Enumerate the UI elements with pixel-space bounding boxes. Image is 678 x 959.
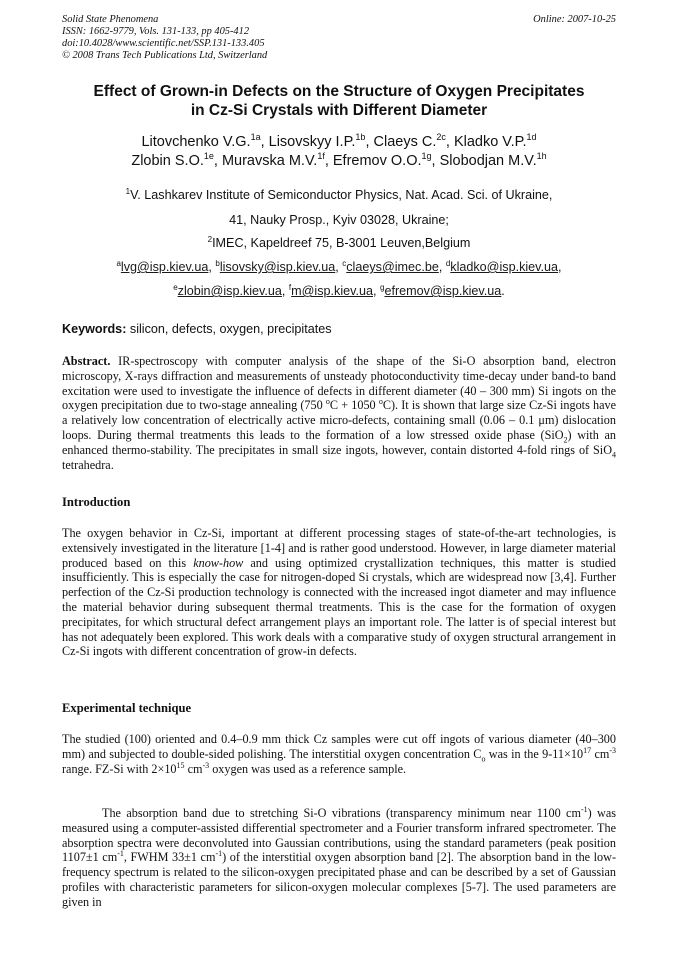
exp-text: , FWHM 33±1 cm: [123, 850, 216, 865]
affiliation-1-line-1: [62, 188, 616, 203]
affiliation-2: [62, 236, 616, 251]
author-sep: ,: [260, 134, 269, 150]
abstract-text: C + 1050: [329, 398, 379, 413]
superscript: -1: [580, 804, 588, 814]
email-sup: f: [288, 282, 292, 292]
subscript: o: [481, 754, 486, 764]
introduction-paragraph: [62, 526, 616, 659]
superscript: -1: [117, 849, 124, 859]
title-line-2: in Cz-Si Crystals with Different Diameter: [190, 102, 488, 119]
superscript: -1: [215, 849, 223, 859]
experimental-paragraph-2: [62, 806, 616, 910]
author-name: Slobodjan M.V.: [439, 153, 537, 169]
author-name: Claeys C.: [373, 134, 437, 150]
experimental-heading: Experimental technique: [62, 701, 192, 715]
email-link[interactable]: efremov@isp.kiev.ua: [384, 284, 502, 298]
subscript: 4: [612, 450, 616, 460]
author-sup: 1f: [317, 151, 325, 162]
author-sup: 1b: [355, 132, 366, 143]
author-name: Kladko V.P.: [453, 134, 527, 150]
online-date: Online: 2007-10-25: [533, 14, 616, 25]
email-sup: b: [215, 258, 220, 268]
author-name: Muravska M.V.: [221, 153, 318, 169]
author-sup: 1d: [526, 132, 537, 143]
author-name: Zlobin S.O.: [131, 153, 204, 169]
subscript: 2: [563, 435, 568, 445]
author-line-1: [62, 133, 616, 152]
exp-text: was in the 9-11×10: [485, 746, 584, 761]
author-sep: ,: [324, 153, 333, 169]
abstract-text: ) with an enhanced thermo-stability. The precipitates in small size ingots, however, contain distorted 4-fold rings of SiO: [62, 427, 617, 457]
author-name: Lisovskyy I.P.: [268, 134, 356, 150]
intro-text: and using optimized crystallization techniques, this matter is studied insufficiently. This is especially the case for nitrogen-doped Si crystals, which are widespread now [3,4]. Further perfection of the Cz-Si production technology is connected with the increased ingot diameter and may influence the material behavior during subsequent thermal treatments. This is the case for the formation of oxygen precipitates, for which structural defect arrangement plays an important role. The latter is of special interest but has not adequately been explored. This work deals with a comparative study of oxygen structural arrangement in Cz-Si ingots with different concentration of grow-in defects.: [62, 555, 616, 659]
superscript: 17: [583, 745, 592, 755]
author-list: [62, 133, 616, 171]
exp-text: range. FZ-Si with 2×10: [62, 761, 177, 776]
affiliation-text: IMEC, Kapeldreef 75, B-3001 Leuven,Belgium: [212, 236, 471, 250]
author-line-2: [62, 152, 616, 171]
email-link[interactable]: zlobin@isp.kiev.ua: [177, 284, 282, 298]
author-sep: ,: [431, 153, 440, 169]
author-sup: 1g: [421, 151, 432, 162]
journal-header: [62, 14, 616, 62]
affiliation-text: V. Lashkarev Institute of Semiconductor Physics, Nat. Acad. Sci. of Ukraine,: [130, 188, 553, 202]
abstract-text: C). It is shown that large size Cz-Si ingots have a relatively low concentration of electrically active micro-defects, containing small (0.06 – 0.1 μm) dislocation loops. During thermal treatments this leads to the formation of a low stressed oxide phase (SiO: [62, 398, 616, 442]
superscript: -3: [202, 760, 210, 770]
email-line-1: $^a$lvg@isp.kiev.ua, $^b$lisovsky@isp.kiev.ua, $^c$claeys@imec.be, $^d$kladko@isp.kiev.ua,: [116, 258, 562, 274]
email-link[interactable]: kladko@isp.kiev.ua: [450, 260, 559, 274]
email-sup: a: [116, 258, 121, 268]
author-sup: 1a: [250, 132, 261, 143]
paper-title: [62, 82, 616, 120]
email-sup: g: [380, 282, 385, 292]
experimental-paragraph-1: [62, 732, 616, 776]
affiliation-sup: 1: [125, 186, 131, 196]
email-line-2: $^e$zlobin@isp.kiev.ua, $^f$m@isp.kiev.ua, $^g$efremov@isp.kiev.ua.: [173, 282, 505, 298]
email-link[interactable]: m@isp.kiev.ua: [291, 284, 373, 298]
author-name: Efremov O.O.: [332, 153, 422, 169]
email-sup: e: [173, 282, 178, 292]
degree-sup: o: [378, 397, 383, 407]
author-sep: ,: [365, 134, 374, 150]
exp-text: cm: [184, 761, 203, 776]
degree-sup: o: [325, 397, 330, 407]
exp-text: oxygen was used as a reference sample.: [209, 761, 407, 776]
issn-line: ISSN: 1662-9779, Vols. 131-133, pp 405-412: [62, 26, 250, 37]
email-link[interactable]: lvg@isp.kiev.ua: [120, 260, 209, 274]
author-name: Litovchenko V.G.: [141, 134, 251, 150]
intro-italic: know-how: [193, 555, 244, 570]
affiliation-1-line-2: 41, Nauky Prosp., Kyiv 03028, Ukraine;: [229, 213, 449, 227]
exp-text: cm: [591, 746, 610, 761]
author-sep: ,: [445, 134, 454, 150]
abstract-text: tetrahedra.: [62, 457, 114, 472]
superscript: 15: [176, 760, 185, 770]
affiliation-sup: 2: [207, 234, 213, 244]
exp-text: ) of the interstitial oxygen absorption band [2]. The absorption band in the low-frequency spectrum is related to the silicon-oxygen precipitated phase and can be described by a set of Gaussian profiles with characteristic parameters for silicon-oxygen molecular complexes [5-7]. The used parameters are given in: [62, 850, 617, 909]
email-sup: d: [445, 258, 451, 268]
title-line-1: Effect of Grown-in Defects on the Structure of Oxygen Precipitates: [93, 83, 585, 100]
abstract-text: IR-spectroscopy with computer analysis of the shape of the Si-O absorption band, electron microscopy, X-rays diffraction and measurements of unsteady photoconductivity time-decay under band-to band excitation were used to investigate the influence of defects in different diameter (40 – 300 mm) Si ingots on the oxygen precipitation due to two-stage annealing (750: [62, 354, 617, 413]
superscript: -3: [609, 745, 617, 755]
email-link[interactable]: claeys@imec.be: [346, 260, 439, 274]
doi-line: doi:10.4028/www.scientific.net/SSP.131-133.405: [62, 38, 265, 49]
introduction-heading: Introduction: [62, 495, 131, 509]
author-sep: ,: [213, 153, 222, 169]
author-sup: 1e: [203, 151, 214, 162]
keywords: [62, 322, 616, 337]
journal-name: Solid State Phenomena: [62, 14, 159, 25]
author-sup: 1h: [536, 151, 547, 162]
abstract-label: Abstract.: [62, 354, 111, 368]
exp-text: The absorption band due to stretching Si-O vibrations (transparency minimum near 1100 cm: [102, 806, 581, 820]
author-sup: 2c: [436, 132, 446, 143]
exp-text: The studied (100) oriented and 0.4–0.9 mm thick Cz samples were cut off ingots of various diameter (40–300 mm) and subjected to double-sided polishing. The interstitial oxygen concentration C: [62, 732, 616, 761]
intro-text: The oxygen behavior in Cz-Si, important at different processing stages of state-of-the-art technologies, is extensively investigated in the literature [1-4] and is rather good understood. However, in large diameter material produced based on this: [62, 526, 616, 570]
abstract: [62, 354, 616, 472]
email-sup: c: [342, 258, 347, 268]
keywords-label: Keywords:: [62, 322, 127, 336]
copyright-line: © 2008 Trans Tech Publications Ltd, Switzerland: [62, 50, 268, 61]
email-link[interactable]: lisovsky@isp.kiev.ua: [219, 260, 336, 274]
exp-text: ) was measured using a computer-assisted differential spectrometer and a Fourier transform infrared spectrometer. The absorption spectra were deconvoluted into Gaussian contributions, using the standard parameters (peak position 1107±1 cm: [62, 806, 616, 865]
keywords-text: silicon, defects, oxygen, precipitates: [129, 322, 332, 336]
